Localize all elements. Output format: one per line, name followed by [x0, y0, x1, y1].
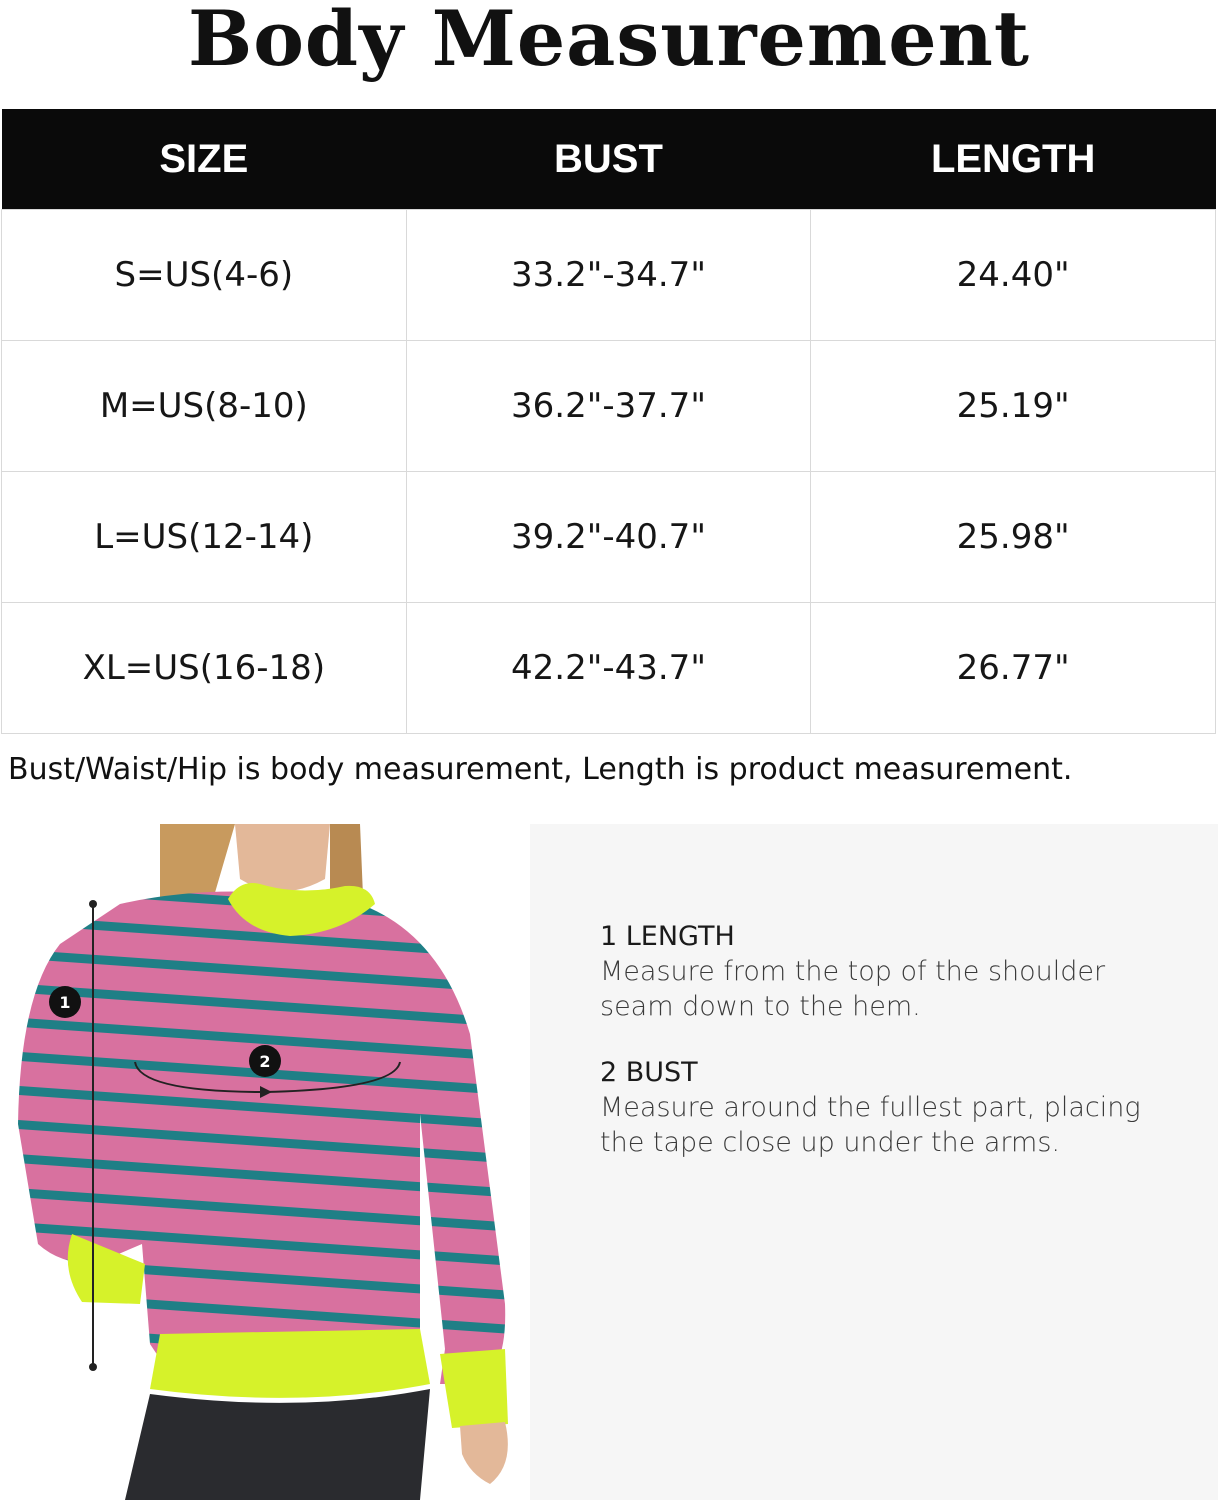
table-header-row	[2, 109, 1216, 210]
size-chart-table	[1, 109, 1216, 734]
length-cell: 24.40"	[811, 210, 1216, 341]
length-cell: 26.77"	[811, 603, 1216, 734]
size-cell: S=US(4-6)	[2, 210, 407, 341]
instruction-line: the tape close up under the arms.	[600, 1127, 1060, 1158]
length-cell: 25.19"	[811, 341, 1216, 472]
marker-badge-1	[49, 986, 81, 1018]
bust-cell: 39.2"-40.7"	[406, 472, 811, 603]
instruction-line: Measure around the fullest part, placing	[600, 1092, 1141, 1123]
instruction-title: 1 LENGTH	[600, 921, 735, 952]
instructions-panel	[530, 824, 1218, 1500]
column-header-bust: BUST	[406, 109, 811, 210]
bust-cell: 42.2"-43.7"	[406, 603, 811, 734]
model-illustration	[0, 824, 530, 1500]
column-header-size: SIZE	[2, 109, 407, 210]
hem-band	[150, 1329, 430, 1398]
column-header-length: LENGTH	[811, 109, 1216, 210]
size-cell: M=US(8-10)	[2, 341, 407, 472]
svg-text:1: 1	[59, 993, 71, 1012]
measurement-note: Bust/Waist/Hip is body measurement, Length is product measurement.	[8, 752, 1073, 787]
size-cell: XL=US(16-18)	[2, 603, 407, 734]
instruction-line: Measure from the top of the shoulder	[600, 956, 1106, 987]
instruction-bust	[600, 1056, 1200, 1160]
bust-cell: 33.2"-34.7"	[406, 210, 811, 341]
table-row	[2, 603, 1216, 734]
right-cuff	[440, 1349, 508, 1428]
jeans	[125, 1389, 430, 1500]
page-title: Body Measurement	[188, 0, 1030, 83]
table-row	[2, 472, 1216, 603]
size-cell: L=US(12-14)	[2, 472, 407, 603]
length-cell: 25.98"	[811, 472, 1216, 603]
bust-cell: 36.2"-37.7"	[406, 341, 811, 472]
svg-text:2: 2	[259, 1052, 271, 1071]
marker-badge-2	[249, 1045, 281, 1077]
table-row	[2, 341, 1216, 472]
instruction-title: 2 BUST	[600, 1057, 698, 1088]
instruction-length	[600, 920, 1200, 1024]
table-row	[2, 210, 1216, 341]
instruction-line: seam down to the hem.	[600, 991, 921, 1022]
